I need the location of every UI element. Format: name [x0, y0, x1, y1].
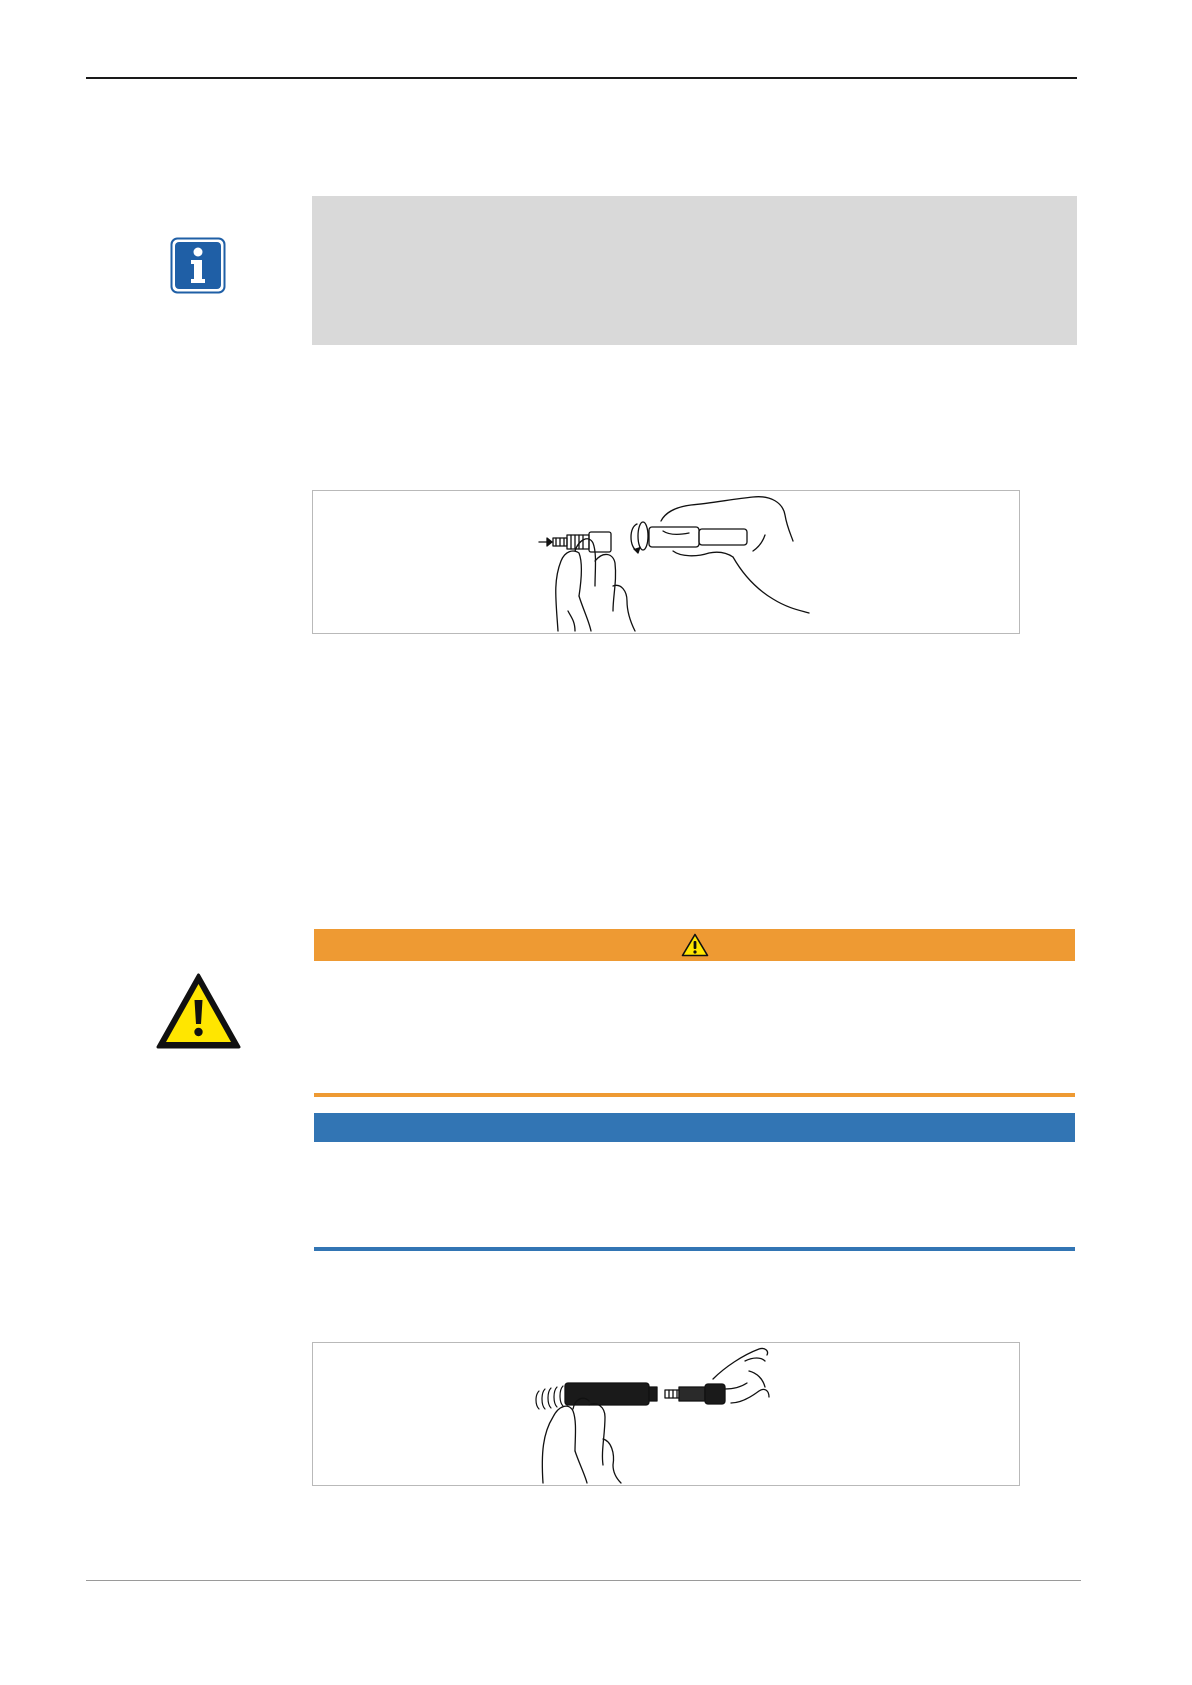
warning-triangle-icon	[155, 972, 242, 1050]
notice-divider	[314, 1247, 1075, 1251]
warning-body	[314, 970, 1075, 1080]
info-icon	[170, 237, 226, 294]
warning-header-bar	[314, 929, 1075, 961]
warning-divider	[314, 1093, 1075, 1097]
notice-body	[314, 1150, 1075, 1240]
handpiece-coupling-attach-figure	[312, 490, 1020, 634]
handpiece-coupling-detach-figure	[312, 1342, 1020, 1486]
notice-header-bar	[314, 1113, 1075, 1142]
footer-divider	[86, 1580, 1081, 1581]
warning-small-icon	[681, 933, 709, 957]
header-divider	[86, 77, 1077, 79]
info-note-box	[312, 196, 1077, 345]
